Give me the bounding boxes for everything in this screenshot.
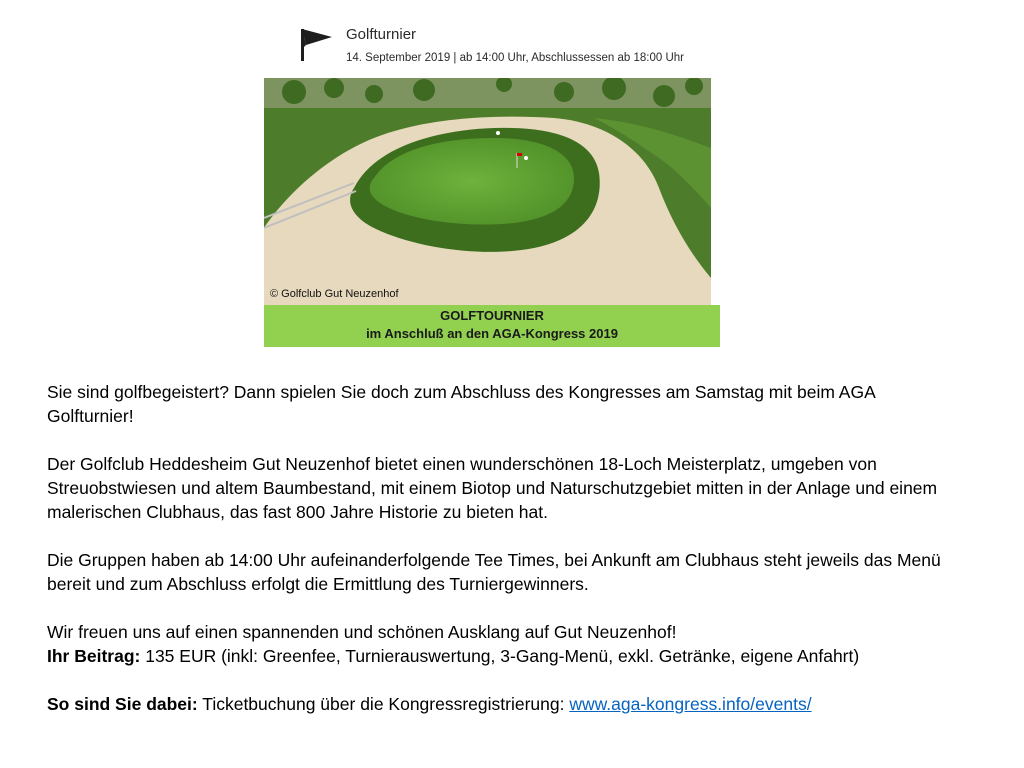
event-date-time: 14. September 2019 | ab 14:00 Uhr, Abschlussessen ab 18:00 Uhr xyxy=(346,52,684,64)
banner-subtitle: im Anschluß an den AGA-Kongress 2019 xyxy=(366,326,618,341)
registration-label: So sind Sie dabei: xyxy=(47,694,198,714)
club-paragraph: Der Golfclub Heddesheim Gut Neuzenhof bietet einen wunderschönen 18-Loch Meisterplatz, umgeben von Streuobstwiesen und altem Baumbestand, mit einem Biotop und Naturschutzgebiet mitten in der Anlage und einem malerischen Clubhaus, das fast 800 Jahre Historie zu bieten hat. xyxy=(47,454,938,522)
fee-label: Ihr Beitrag: xyxy=(47,646,141,666)
event-header xyxy=(290,20,720,72)
groups-paragraph: Die Gruppen haben ab 14:00 Uhr aufeinanderfolgende Tee Times, bei Ankunft am Clubhaus steht jeweils das Menü bereit und zum Abschluss erfolgt die Ermittlung des Turniergewinners. xyxy=(47,550,941,594)
event-title: Golfturnier xyxy=(346,26,417,43)
photo-copyright: © Golfclub Gut Neuzenhof xyxy=(270,288,399,300)
flag-icon xyxy=(294,25,334,65)
fee-details: 135 EUR (inkl: Greenfee, Turnierauswertung, 3-Gang-Menü, exkl. Getränke, eigene Anfahrt) xyxy=(140,646,860,666)
golf-course-photo xyxy=(264,78,711,305)
registration-paragraph xyxy=(47,692,947,716)
fee-paragraph xyxy=(47,644,947,668)
event-description xyxy=(47,380,947,716)
events-link[interactable]: www.aga-kongress.info/events/ xyxy=(569,694,812,714)
tournament-banner xyxy=(264,305,720,347)
registration-text: Ticketbuchung über die Kongressregistrierung: xyxy=(197,694,570,714)
banner-title: GOLFTOURNIER xyxy=(440,308,544,323)
intro-paragraph: Sie sind golfbegeistert? Dann spielen Sie doch zum Abschluss des Kongresses am Samstag mit beim AGA Golfturnier! xyxy=(47,382,875,426)
closing-paragraph: Wir freuen uns auf einen spannenden und schönen Ausklang auf Gut Neuzenhof! xyxy=(47,622,677,642)
